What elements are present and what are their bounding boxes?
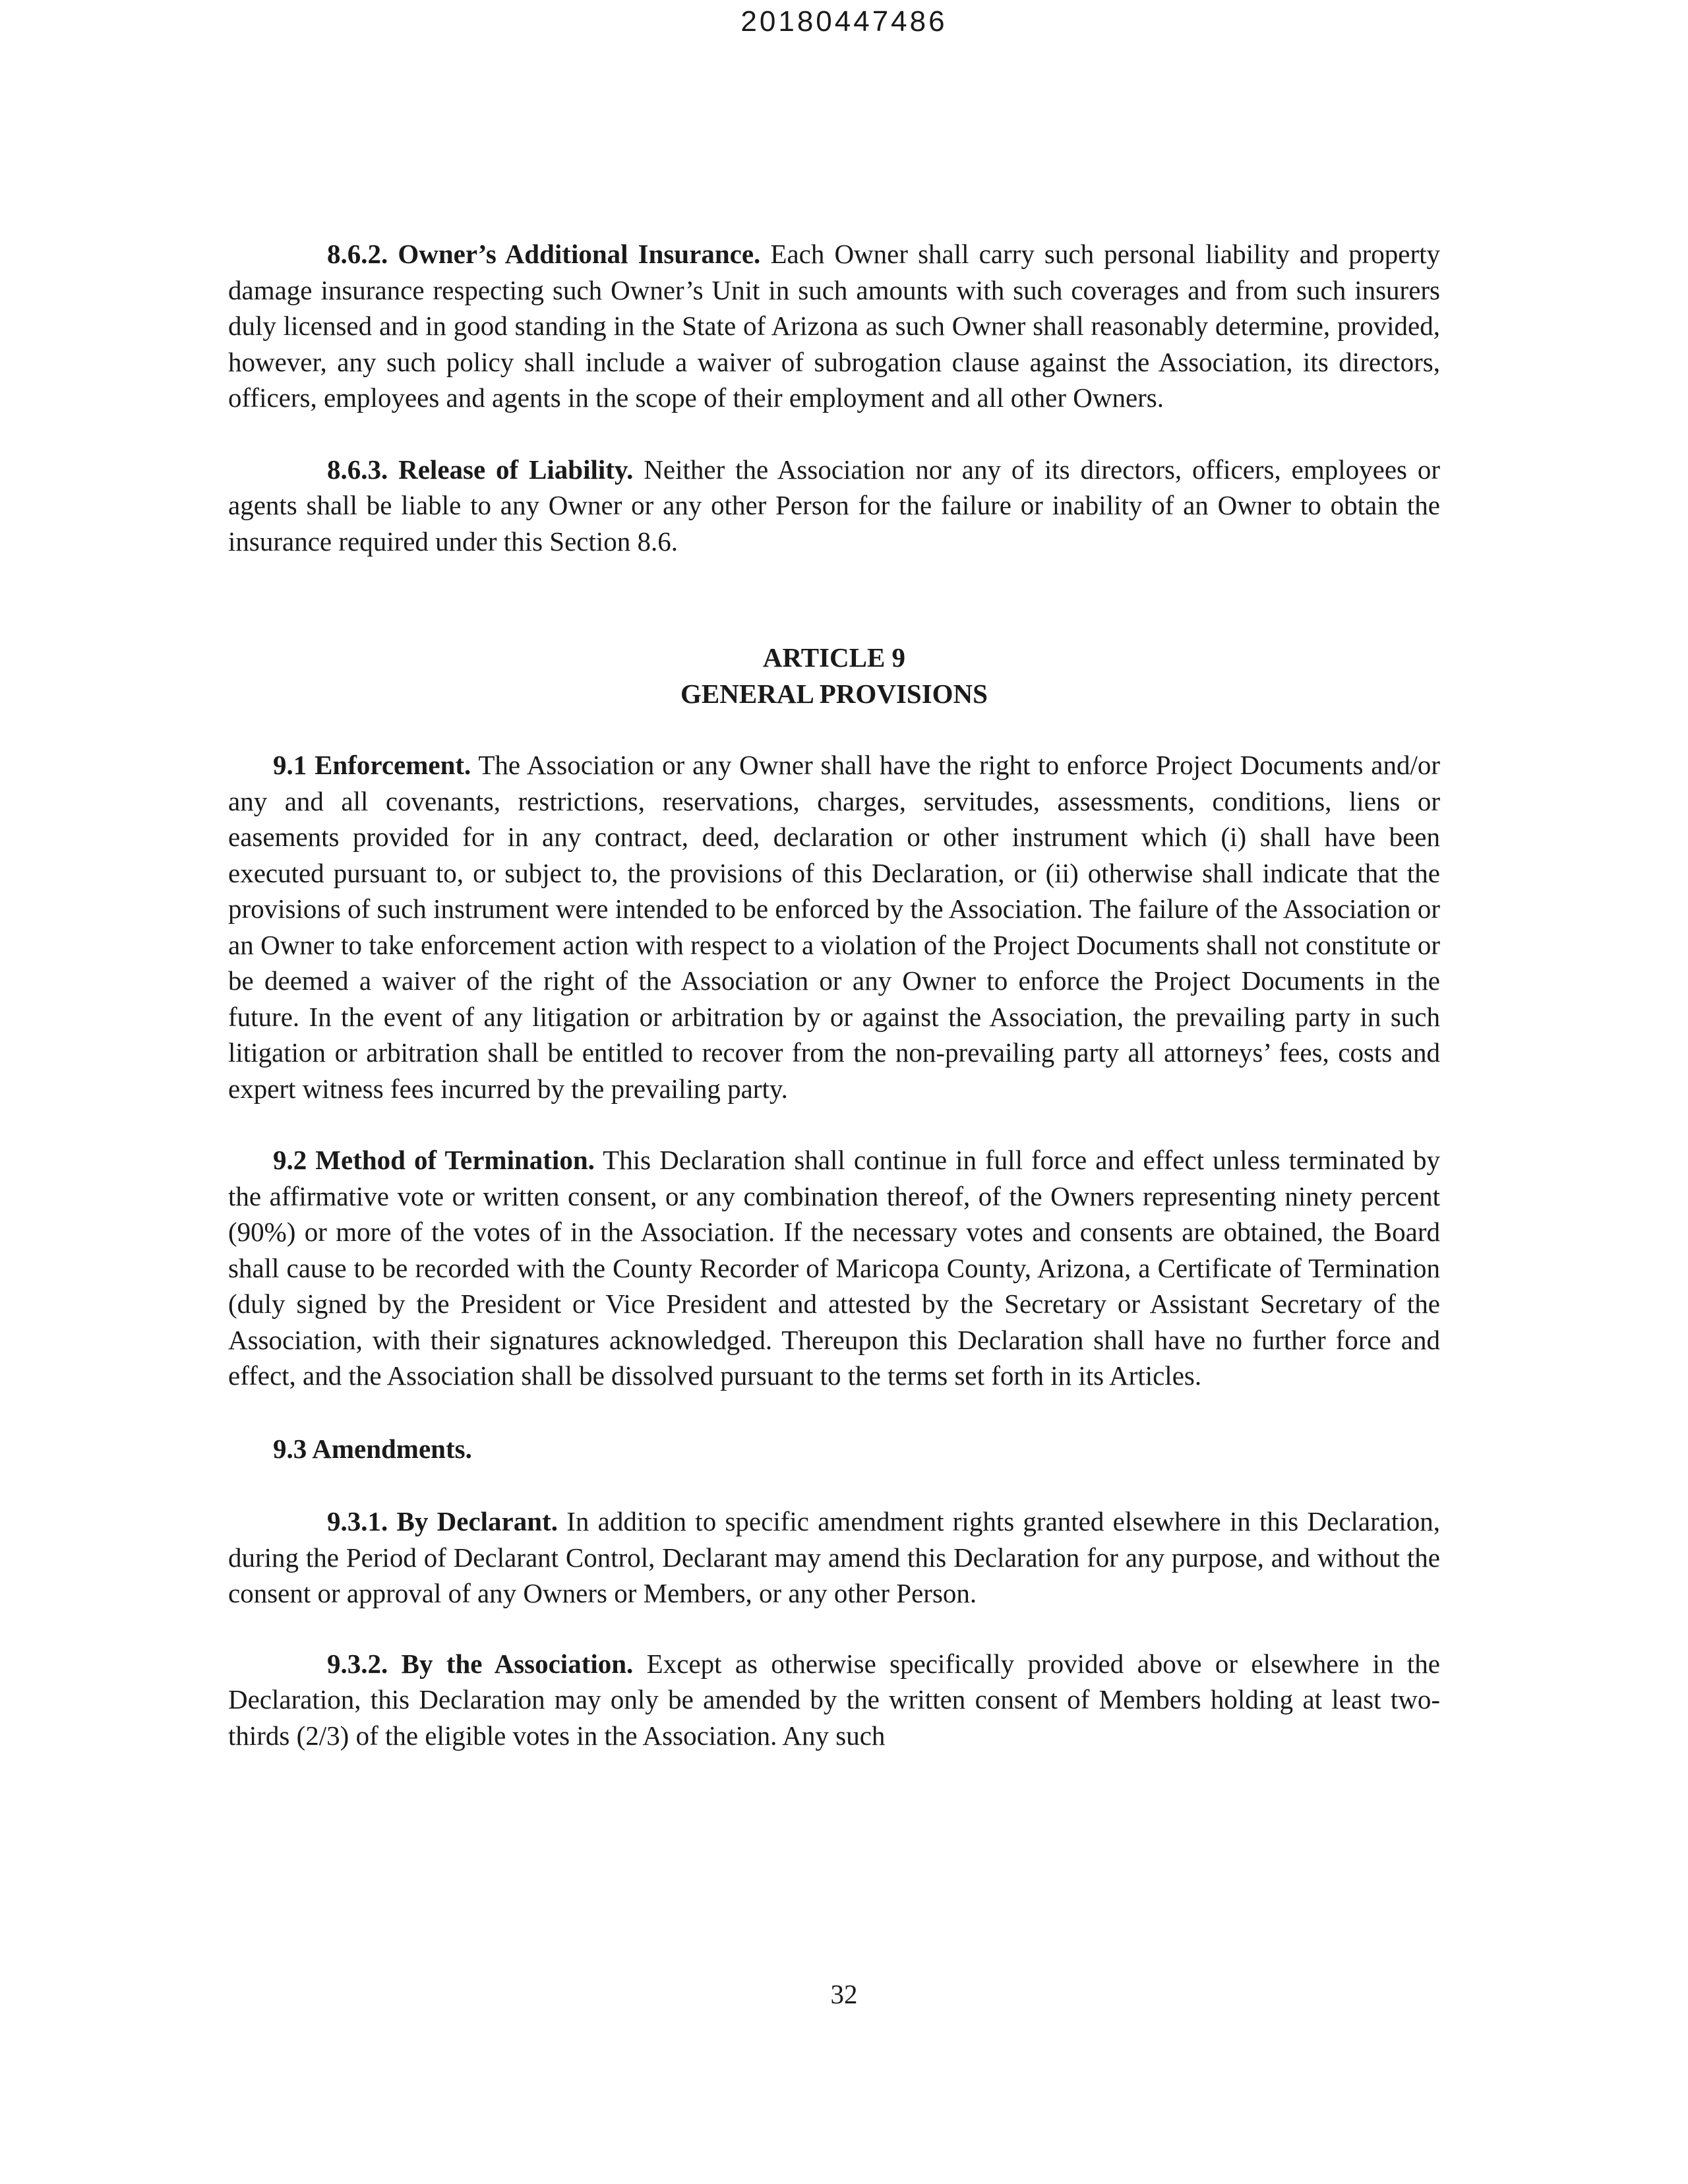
section-9-2-label: 9.2 Method of Termination. bbox=[273, 1145, 595, 1175]
section-9-3-heading: 9.3 Amendments. bbox=[273, 1433, 472, 1464]
section-9-1-text: The Association or any Owner shall have the right to enforce Project Documents and/or any and all covenants, restrictions, reservations, charges, servitudes, assessments, conditions, liens or easements provided for in any contract, deed, declaration or other instrument which (i) shall have been executed pursuant to, or subject to, the provisions of this Declaration, or (ii) otherwise shall indicate that the provisions of such instrument were intended to be enforced by the Association. The failure of the Association or an Owner to take enforcement action with respect to a violation of the Project Documents shall not constitute or be deemed a waiver of the right of the Association or any Owner to enforce the Project Documents in the future. In the event of any litigation or arbitration by or against the Association, the prevailing party in such litigation or arbitration shall be entitled to recover from the non-prevailing party all attorneys’ fees, costs and expert witness fees incurred by the prevailing party. bbox=[228, 750, 1440, 1104]
document-number: 20180447486 bbox=[740, 5, 948, 38]
section-9-3-1-text: In addition to specific amendment rights granted elsewhere in this Declaration, during the Period of Declarant Control, Declarant may amend this Declaration for any purpose, and without the consent or approval of any Owners or Members, or any other Person. bbox=[228, 1506, 1440, 1608]
section-8-6-2-label: 8.6.2. Owner’s Additional Insurance. bbox=[327, 239, 761, 269]
article-number: ARTICLE 9 bbox=[762, 642, 906, 673]
section-8-6-2-text: Each Owner shall carry such personal liability and property damage insurance respecting such Owner’s Unit in such amounts with such coverages and from such insurers duly licensed and in good standing in the State of Arizona as such Owner shall reasonably determine, provided, however, any such policy shall include a waiver of subrogation clause against the Association, its directors, officers, employees and agents in the scope of their employment and all other Owners. bbox=[228, 239, 1440, 413]
section-9-1-label: 9.1 Enforcement. bbox=[273, 750, 471, 780]
article-title: GENERAL PROVISIONS bbox=[680, 678, 988, 709]
section-8-6-3 bbox=[228, 452, 1440, 560]
section-9-3-2-label: 9.3.2. By the Association. bbox=[327, 1648, 634, 1679]
section-9-3-2 bbox=[228, 1646, 1440, 1754]
section-8-6-3-text: Neither the Association nor any of its directors, officers, employees or agents shall be liable to any Owner or any other Person for the failure or inability of an Owner to obtain the insurance required under this Section 8.6. bbox=[228, 454, 1440, 557]
section-9-2-text: This Declaration shall continue in full force and effect unless terminated by the affirmative vote or written consent, or any combination thereof, of the Owners representing ninety percent (90%) or more of the votes of in the Association. If the necessary votes and consents are obtained, the Board shall cause to be recorded with the County Recorder of Maricopa County, Arizona, a Certificate of Termination (duly signed by the President or Vice President and attested by the Secretary or Assistant Secretary of the Association, with their signatures acknowledged. Thereupon this Declaration shall have no further force and effect, and the Association shall be dissolved pursuant to the terms set forth in its Articles. bbox=[228, 1145, 1440, 1391]
section-9-1 bbox=[228, 747, 1440, 1107]
section-8-6-2 bbox=[228, 236, 1440, 416]
document-body bbox=[228, 236, 1440, 1753]
section-9-3-2-text: Except as otherwise specifically provided above or elsewhere in the Declaration, this Declaration may only be amended by the written consent of Members holding at least two-thirds (2/3) of the eligible votes in the Association. Any such bbox=[228, 1648, 1440, 1751]
section-9-3-1 bbox=[228, 1503, 1440, 1612]
article-heading bbox=[228, 640, 1440, 712]
section-8-6-3-label: 8.6.3. Release of Liability. bbox=[327, 454, 634, 485]
section-9-2 bbox=[228, 1142, 1440, 1394]
page-number: 32 bbox=[830, 1979, 858, 2009]
section-9-3-1-label: 9.3.1. By Declarant. bbox=[327, 1506, 558, 1536]
